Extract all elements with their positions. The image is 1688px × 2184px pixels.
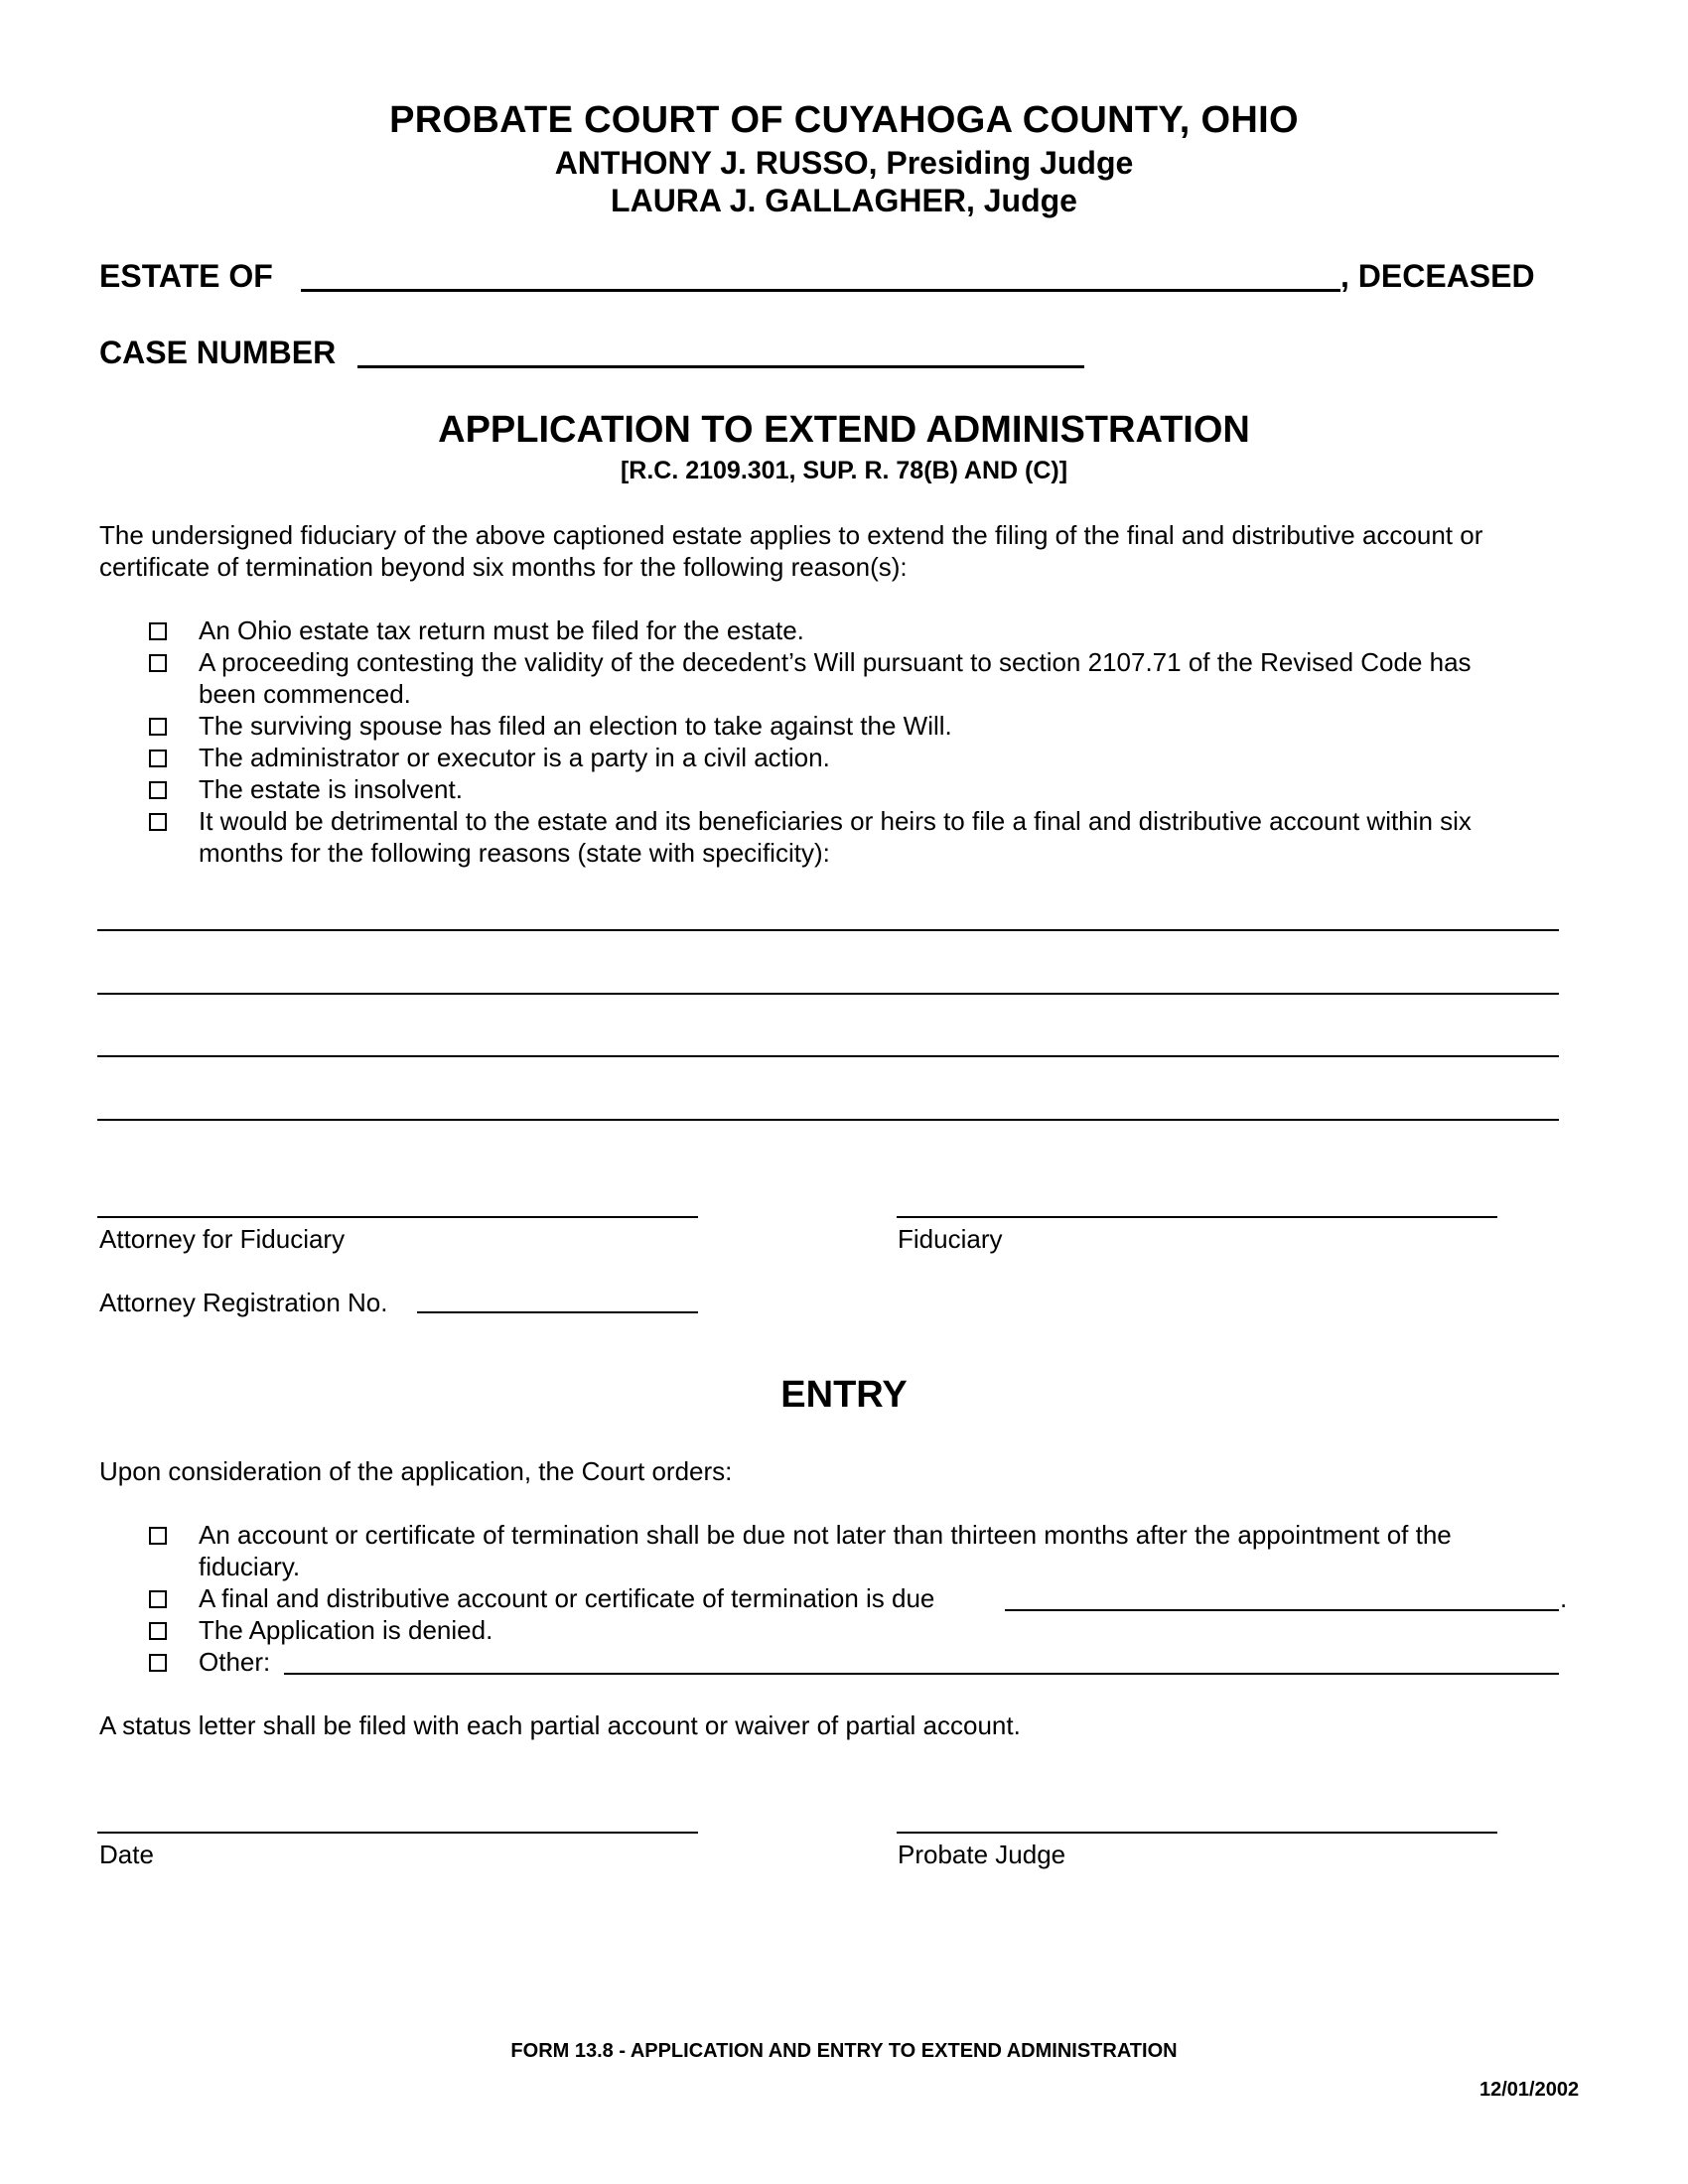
estate-label: ESTATE OF: [99, 258, 273, 294]
specificity-line[interactable]: [97, 1119, 1559, 1121]
deceased-label: , DECEASED: [1340, 258, 1535, 294]
order-text: The Application is denied.: [199, 1615, 493, 1645]
order-text: A final and distributive account or certificate of termination is due: [199, 1583, 935, 1613]
entry-title: ENTRY: [780, 1374, 908, 1416]
fiduciary-signature-line[interactable]: [897, 1216, 1497, 1218]
date-label: Date: [99, 1840, 154, 1869]
entry-intro: Upon consideration of the application, the Court orders:: [99, 1456, 733, 1486]
order-text: Other:: [199, 1647, 271, 1677]
application-intro-line1: The undersigned fiduciary of the above captioned estate applies to extend the filing of the final and distributive account or: [99, 520, 1483, 550]
application-title: APPLICATION TO EXTEND ADMINISTRATION: [438, 409, 1250, 451]
other-field[interactable]: [284, 1673, 1559, 1675]
form-revision-date: 12/01/2002: [1479, 2079, 1580, 2101]
registration-field[interactable]: [417, 1311, 698, 1313]
estate-name-field[interactable]: [301, 289, 1340, 292]
reason-checkbox[interactable]: [149, 654, 167, 672]
presiding-judge: ANTHONY J. RUSSO, Presiding Judge: [554, 145, 1134, 181]
registration-label: Attorney Registration No.: [99, 1288, 388, 1317]
reason-text: An Ohio estate tax return must be filed for the estate.: [199, 615, 804, 645]
reason-checkbox[interactable]: [149, 781, 167, 799]
order-checkbox[interactable]: [149, 1654, 167, 1672]
judge: LAURA J. GALLAGHER, Judge: [611, 183, 1077, 218]
application-citation: [R.C. 2109.301, SUP. R. 78(B) AND (C)]: [620, 457, 1068, 484]
court-title: PROBATE COURT OF CUYAHOGA COUNTY, OHIO: [389, 99, 1299, 141]
probate-judge-label: Probate Judge: [898, 1840, 1066, 1869]
judge-signature-line[interactable]: [897, 1832, 1497, 1834]
attorney-label: Attorney for Fiduciary: [99, 1224, 346, 1254]
due-date-period: .: [1560, 1583, 1568, 1613]
case-number-field[interactable]: [357, 365, 1084, 368]
reason-checkbox[interactable]: [149, 750, 167, 767]
order-text-cont: fiduciary.: [199, 1552, 301, 1581]
form-footer: FORM 13.8 - APPLICATION AND ENTRY TO EXTEND ADMINISTRATION: [510, 2040, 1178, 2062]
specificity-line[interactable]: [97, 1055, 1559, 1057]
date-line[interactable]: [97, 1832, 698, 1834]
order-checkbox[interactable]: [149, 1527, 167, 1545]
reason-text-cont: been commenced.: [199, 679, 411, 709]
reason-checkbox[interactable]: [149, 718, 167, 736]
reason-text: It would be detrimental to the estate and its beneficiaries or heirs to file a final and distributive account within six: [199, 806, 1472, 836]
reason-text: A proceeding contesting the validity of the decedent’s Will pursuant to section 2107.71 of the Revised Code has: [199, 647, 1472, 677]
order-text: An account or certificate of termination shall be due not later than thirteen months after the appointment of the: [199, 1520, 1452, 1550]
reason-text: The surviving spouse has filed an election to take against the Will.: [199, 711, 952, 741]
reason-text-cont: months for the following reasons (state with specificity):: [199, 838, 830, 868]
status-letter-note: A status letter shall be filed with each partial account or waiver of partial account.: [99, 1710, 1021, 1740]
order-checkbox[interactable]: [149, 1622, 167, 1640]
specificity-line[interactable]: [97, 929, 1559, 931]
fiduciary-label: Fiduciary: [898, 1224, 1003, 1254]
specificity-line[interactable]: [97, 993, 1559, 995]
application-intro-line2: certificate of termination beyond six months for the following reason(s):: [99, 552, 908, 582]
reason-text: The estate is insolvent.: [199, 774, 463, 804]
attorney-signature-line[interactable]: [97, 1216, 698, 1218]
order-checkbox[interactable]: [149, 1590, 167, 1608]
reason-checkbox[interactable]: [149, 622, 167, 640]
due-date-field[interactable]: [1005, 1609, 1559, 1611]
reason-checkbox[interactable]: [149, 813, 167, 831]
reason-text: The administrator or executor is a party in a civil action.: [199, 743, 830, 772]
case-number-label: CASE NUMBER: [99, 335, 337, 370]
